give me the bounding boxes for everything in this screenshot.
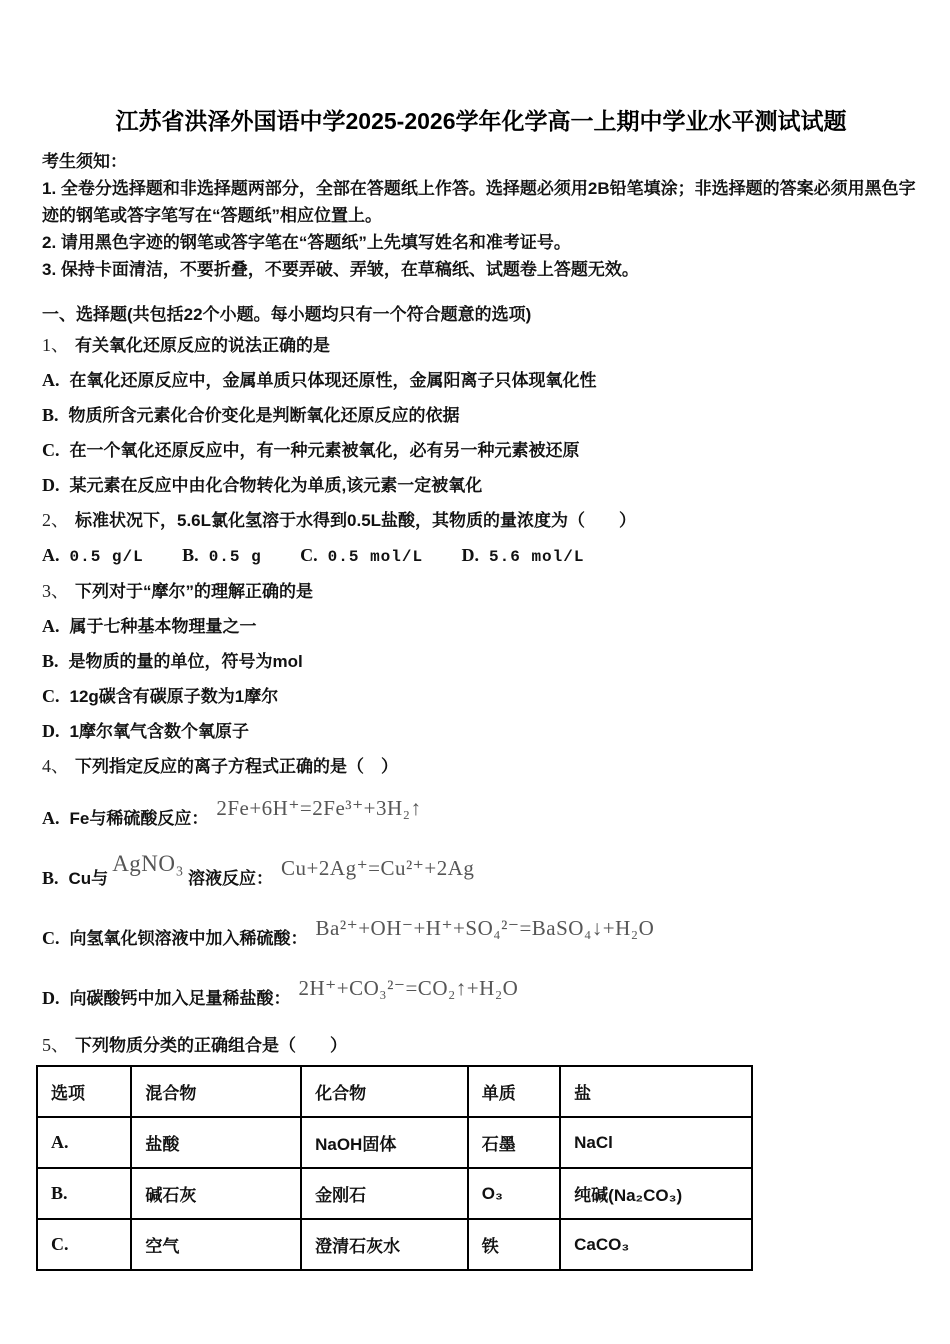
question-4-option-d (42, 976, 920, 1016)
question-1-option-b (42, 398, 920, 433)
table-header-row (37, 1066, 752, 1117)
table-cell: 澄清石灰水 (301, 1219, 468, 1270)
table-row (37, 1117, 752, 1168)
ionic-equation: 2H⁺+CO₃²⁻=CO₂↑+H₂O (298, 976, 519, 1000)
table-header-compound: 化合物 (301, 1066, 468, 1117)
option-text: 是物质的量的单位，符号为mol (68, 652, 303, 671)
option-lead: 向氢氧化钡溶液中加入稀硫酸： (69, 929, 308, 948)
table-cell: 碱石灰 (131, 1168, 301, 1219)
option-text: 在一个氧化还原反应中，有一种元素被氧化，必有另一种元素被还原 (69, 441, 580, 460)
chemical-formula: AgNO₃ (112, 851, 185, 876)
table-header-mixture: 混合物 (131, 1066, 301, 1117)
option-letter: A. (42, 370, 60, 390)
question-number: 4、 (42, 756, 69, 776)
question-4-option-c (42, 916, 920, 956)
option-letter: A. (42, 545, 60, 565)
question-1-stem (42, 328, 920, 363)
question-5 (42, 1028, 920, 1271)
table-cell: 金刚石 (301, 1168, 468, 1219)
option-letter: B. (182, 545, 199, 565)
table-row (37, 1168, 752, 1219)
option-text: 5.6 mol/L (489, 548, 585, 566)
question-4-option-b (42, 851, 920, 896)
table-cell: 铁 (468, 1219, 560, 1270)
option-lead: 溶液反应： (188, 869, 274, 888)
option-letter: B. (42, 651, 59, 671)
question-2-option-a (42, 538, 144, 574)
option-lead: Cu与 (68, 869, 109, 888)
table-cell: 石墨 (468, 1117, 560, 1168)
question-text: 下列物质分类的正确组合是（ ） (75, 1036, 347, 1055)
question-number: 3、 (42, 581, 69, 601)
option-lead: 向碳酸钙中加入足量稀盐酸： (69, 989, 291, 1008)
option-letter: A. (42, 616, 60, 636)
question-text: 标准状况下，5.6L氯化氢溶于水得到0.5L盐酸，其物质的量浓度为（ ） (75, 511, 637, 530)
option-letter: C. (42, 928, 60, 948)
option-letter: C. (42, 686, 60, 706)
ionic-equation: Cu+2Ag⁺=Cu²⁺+2Ag (281, 856, 475, 880)
table-cell: 盐酸 (131, 1117, 301, 1168)
ionic-equation: 2Fe+6H⁺=2Fe³⁺+3H₂↑ (216, 796, 422, 820)
table-cell: NaCl (560, 1117, 752, 1168)
question-3 (42, 574, 920, 749)
notice-heading: 考生须知： (42, 152, 127, 171)
option-letter: B. (42, 405, 59, 425)
table-cell: A. (37, 1117, 131, 1168)
question-text: 下列对于“摩尔”的理解正确的是 (75, 582, 313, 601)
table-cell: C. (37, 1219, 131, 1270)
question-3-option-c (42, 679, 920, 714)
question-text: 有关氧化还原反应的说法正确的是 (75, 336, 330, 355)
question-text: 下列指定反应的离子方程式正确的是（ ） (75, 757, 398, 776)
table-header-option: 选项 (37, 1066, 131, 1117)
option-letter: D. (42, 988, 60, 1008)
question-5-stem (42, 1028, 920, 1063)
option-letter: C. (42, 440, 60, 460)
question-1-option-c (42, 433, 920, 468)
table-header-salt: 盐 (560, 1066, 752, 1117)
question-4-option-a (42, 796, 920, 836)
question-3-stem (42, 574, 920, 609)
question-number: 5、 (42, 1035, 69, 1055)
question-1-option-a (42, 363, 920, 398)
option-text: 1摩尔氧气含数个氧原子 (69, 722, 249, 741)
table-cell: NaOH固体 (301, 1117, 468, 1168)
option-letter: B. (42, 868, 59, 888)
ionic-equation: Ba²⁺+OH⁻+H⁺+SO₄²⁻=BaSO₄↓+H₂O (315, 916, 655, 940)
option-letter: D. (42, 721, 60, 741)
question-3-option-a (42, 609, 920, 644)
notice-block (42, 148, 920, 283)
table-cell: 纯碱(Na₂CO₃) (560, 1168, 752, 1219)
question-4-stem (42, 749, 920, 784)
question-number: 1、 (42, 335, 69, 355)
page-title: 江苏省洪泽外国语中学2025-2026学年化学高一上期中学业水平测试试题 (115, 108, 847, 134)
notice-item-3: 3. 保持卡面清洁，不要折叠，不要弄破、弄皱，在草稿纸、试题卷上答题无效。 (42, 260, 639, 279)
classification-table (36, 1065, 753, 1271)
option-text: 0.5 g (208, 548, 262, 566)
option-lead: Fe与稀硫酸反应： (69, 809, 209, 828)
question-number: 2、 (42, 510, 69, 530)
table-cell: B. (37, 1168, 131, 1219)
question-1-option-d (42, 468, 920, 503)
table-cell: 空气 (131, 1219, 301, 1270)
section-heading: 一、选择题(共包括22个小题。每小题均只有一个符合题意的选项) (42, 305, 532, 324)
option-text: 0.5 mol/L (327, 548, 424, 566)
question-2 (42, 503, 920, 574)
option-text: 物质所含元素化合价变化是判断氧化还原反应的依据 (68, 406, 460, 425)
table-row (37, 1219, 752, 1270)
option-text: 12g碳含有碳原子数为1摩尔 (69, 687, 279, 706)
question-2-option-d (462, 538, 585, 574)
option-letter: D. (42, 475, 60, 495)
question-2-options (42, 538, 920, 574)
question-1 (42, 328, 920, 503)
question-2-option-c (300, 538, 423, 574)
notice-item-1: 1. 全卷分选择题和非选择题两部分，全部在答题纸上作答。选择题必须用2B铅笔填涂；非选择题的答案必须用黑色字迹的钢笔或答字笔写在“答题纸”相应位置上。 (42, 179, 916, 225)
option-text: 0.5 g/L (69, 548, 144, 566)
option-text: 在氧化还原反应中，金属单质只体现还原性，金属阳离子只体现氧化性 (69, 371, 597, 390)
table-cell: O₃ (468, 1168, 560, 1219)
table-header-element: 单质 (468, 1066, 560, 1117)
question-4 (42, 749, 920, 1016)
question-3-option-b (42, 644, 920, 679)
table-cell: CaCO₃ (560, 1219, 752, 1270)
option-text: 属于七种基本物理量之一 (69, 617, 257, 636)
question-2-stem (42, 503, 920, 538)
notice-item-2: 2. 请用黑色字迹的钢笔或答字笔在“答题纸”上先填写姓名和准考证号。 (42, 233, 571, 252)
option-letter: D. (461, 545, 480, 565)
option-letter: C. (300, 545, 318, 565)
option-letter: A. (42, 808, 60, 828)
question-2-option-b (182, 538, 262, 574)
question-3-option-d (42, 714, 920, 749)
option-text: 某元素在反应中由化合物转化为单质,该元素一定被氧化 (69, 476, 483, 495)
